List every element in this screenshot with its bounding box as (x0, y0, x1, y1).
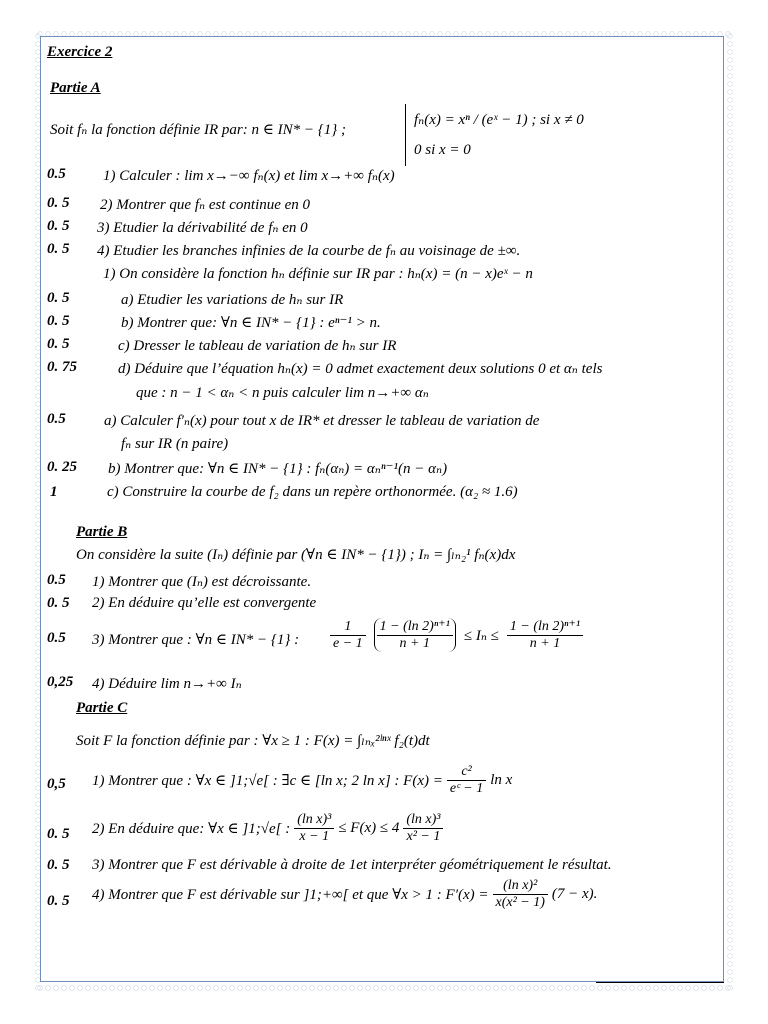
points-a6c: 1 (50, 484, 58, 500)
points-b4: 0,25 (47, 674, 74, 690)
fraction-b3-right (507, 618, 583, 652)
question-a5d-cont: que : n − 1 < αₙ < n puis calculer lim n→+∞ αₙ (136, 385, 429, 401)
points-a5b: 0. 5 (47, 313, 70, 329)
question-b3: 3) Montrer que : ∀n ∈ IN* − {1} : (92, 632, 300, 648)
question-c2-middle: ≤ F(x) ≤ 4 (338, 820, 400, 836)
question-c4-text: 4) Montrer que F est dérivable sur ]1;+∞[ et que ∀x > 1 : F′(x) = (92, 887, 489, 903)
fraction-b3-left (330, 619, 366, 652)
points-a5a: 0. 5 (47, 290, 70, 306)
points-a3: 0. 5 (47, 218, 70, 234)
question-c1-tail: ln x (490, 772, 513, 788)
fraction-b3-paren (374, 618, 456, 652)
question-a4: 4) Etudier les branches infinies de la courbe de fₙ au voisinage de ±∞. (97, 243, 521, 259)
fraction-c4-num: (ln x)² (493, 878, 548, 895)
fraction-c2-right-num: (ln x)³ (403, 812, 443, 829)
part-a-intro: Soit fₙ la fonction définie IR par: n ∈ IN* − {1} ; (50, 122, 346, 138)
fraction-c2-right (403, 812, 443, 845)
points-c4: 0. 5 (47, 893, 70, 909)
fraction-b3-left-num: 1 (330, 619, 366, 636)
points-b3: 0.5 (47, 630, 66, 646)
fraction-c2-left (294, 812, 334, 845)
points-a6a: 0.5 (47, 411, 66, 427)
points-c1: 0,5 (47, 776, 66, 792)
question-a6b: b) Montrer que: ∀n ∈ IN* − {1} : fₙ(αₙ) = αₙⁿ⁻¹(n − αₙ) (108, 461, 448, 477)
points-a1: 0.5 (47, 166, 66, 182)
fraction-c2-right-den: x² − 1 (406, 829, 441, 844)
points-c2: 0. 5 (47, 826, 70, 842)
points-a4: 0. 5 (47, 241, 70, 257)
question-a5a: a) Etudier les variations de hₙ sur IR (121, 292, 344, 308)
fraction-c4-den: x(x² − 1) (495, 895, 545, 910)
question-a6a: a) Calculer f′ₙ(x) pour tout x de IR* et dresser le tableau de variation de (104, 413, 540, 429)
question-c3: 3) Montrer que F est dérivable à droite de 1et interpréter géométriquement le résultat. (92, 857, 612, 873)
piecewise-case-1: fₙ(x) = xⁿ / (eˣ − 1) ; si x ≠ 0 (414, 112, 584, 128)
fraction-b3-right-num: 1 − (ln 2)ⁿ⁺¹ (507, 618, 583, 636)
points-a5c: 0. 5 (47, 336, 70, 352)
fraction-b3-paren-num: 1 − (ln 2)ⁿ⁺¹ (377, 618, 453, 636)
question-c4-tail: (7 − x). (551, 886, 598, 902)
question-c4 (92, 878, 597, 911)
question-a2: 2) Montrer que fₙ est continue en 0 (100, 197, 311, 213)
question-a5d: d) Déduire que l’équation hₙ(x) = 0 admet exactement deux solutions 0 et αₙ tels (118, 361, 603, 377)
bottom-rule (596, 982, 724, 983)
fraction-c2-left-den: x − 1 (299, 829, 330, 844)
question-a1: 1) Calculer : lim x→−∞ fₙ(x) et lim x→+∞ fₙ(x) (103, 168, 395, 184)
points-c3: 0. 5 (47, 857, 70, 873)
question-c2-text: 2) En déduire que: ∀x ∈ ]1;√e[ : (92, 821, 291, 837)
question-a5c: c) Dresser le tableau de variation de hₙ sur IR (118, 338, 397, 354)
fraction-c1-den: eᶜ − 1 (449, 781, 484, 796)
fraction-c1-num: c² (447, 764, 486, 781)
part-a-heading: Partie A (50, 80, 101, 96)
question-c1-text: 1) Montrer que : ∀x ∈ ]1;√e[ : ∃c ∈ [ln x; 2 ln x] : F(x) = (92, 773, 443, 789)
fraction-b3-left-den: e − 1 (333, 635, 363, 651)
question-a3: 3) Etudier la dérivabilité de fₙ en 0 (97, 220, 308, 236)
question-a5: 1) On considère la fonction hₙ définie sur IR par : hₙ(x) = (n − x)eˣ − n (103, 266, 533, 282)
question-a5b: b) Montrer que: ∀n ∈ IN* − {1} : eⁿ⁻¹ > n. (121, 315, 381, 331)
fraction-b3-right-den: n + 1 (529, 636, 561, 651)
points-b2: 0. 5 (47, 595, 70, 611)
points-a6b: 0. 25 (47, 459, 77, 475)
question-b4: 4) Déduire lim n→+∞ Iₙ (92, 676, 242, 692)
part-b-intro: On considère la suite (Iₙ) définie par (∀n ∈ IN* − {1}) ; Iₙ = ∫ₗₙ₂¹ fₙ(x)dx (76, 547, 516, 563)
points-a2: 0. 5 (47, 195, 70, 211)
part-b-heading: Partie B (76, 524, 128, 540)
question-c1 (92, 764, 512, 797)
fraction-b3-paren-den: n + 1 (399, 636, 430, 651)
question-a6c: c) Construire la courbe de f₂ dans un repère orthonormée. (α₂ ≈ 1.6) (107, 484, 518, 500)
border-decoration-right (726, 32, 734, 990)
inequality-b3 (330, 618, 583, 652)
fraction-c2-left-num: (ln x)³ (294, 812, 334, 829)
question-b2: 2) En déduire qu’elle est convergente (92, 595, 317, 611)
question-c2 (92, 812, 443, 845)
fraction-c1 (447, 764, 486, 797)
piecewise-definition (405, 104, 612, 166)
fraction-c4 (493, 878, 548, 911)
part-c-intro: Soit F la fonction définie par : ∀x ≥ 1 : F(x) = ∫ₗₙₓ²ˡⁿˣ f₂(t)dt (76, 733, 430, 749)
question-b1: 1) Montrer que (Iₙ) est décroissante. (92, 574, 312, 590)
part-c-heading: Partie C (76, 700, 128, 716)
inequality-b3-middle: ≤ Iₙ ≤ (463, 627, 499, 644)
border-decoration-bottom (36, 984, 732, 992)
points-a5d: 0. 75 (47, 359, 77, 375)
piecewise-case-2: 0 si x = 0 (414, 142, 471, 158)
question-a6a-cont: fₙ sur IR (n paire) (121, 436, 229, 452)
exercise-title: Exercice 2 (47, 44, 113, 60)
points-b1: 0.5 (47, 572, 66, 588)
